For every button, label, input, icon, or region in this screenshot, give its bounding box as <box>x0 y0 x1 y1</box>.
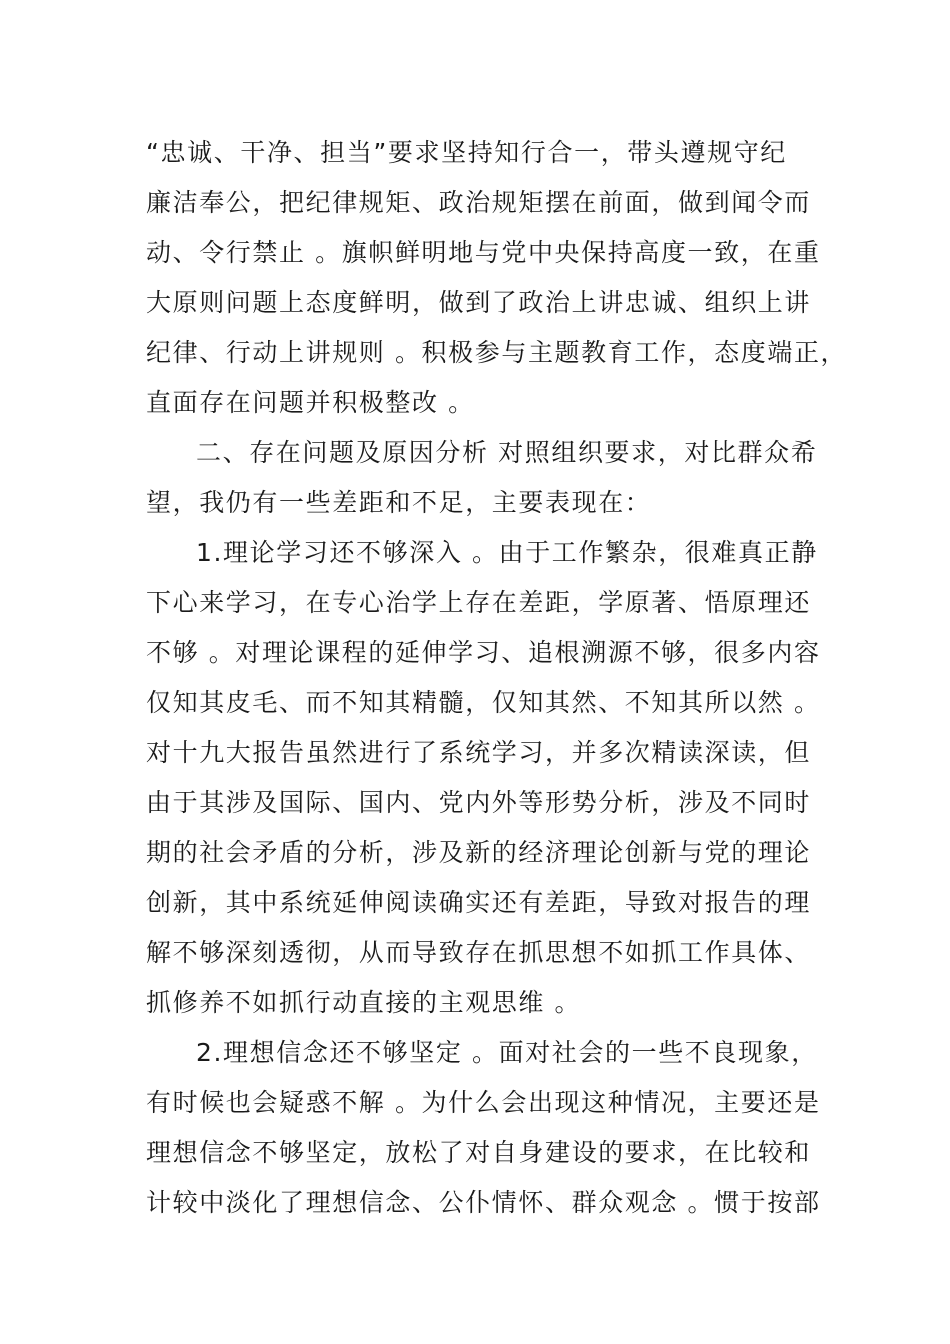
text-line: “忠诚、干净、担当”要求坚持知行合一，带头遵规守纪 <box>146 138 787 167</box>
text-line: 仅知其皮毛、而不知其精髓，仅知其然、不知其所以然 。 <box>146 688 821 717</box>
numbered-item-line: 2.理想信念还不够坚定 。面对社会的一些不良现象， <box>196 1038 818 1067</box>
numbered-item-line: 1.理论学习还不够深入 。由于工作繁杂，很难真正静 <box>196 538 818 567</box>
text-line: 直面存在问题并积极整改 。 <box>146 388 475 417</box>
text-line: 抓修养不如抓行动直接的主观思维 。 <box>146 988 582 1017</box>
text-line: 由于其涉及国际、国内、党内外等形势分析，涉及不同时 <box>146 788 812 817</box>
text-line: 计较中淡化了理想信念、公仆情怀、群众观念 。惯于按部 <box>146 1188 821 1217</box>
text-line: 廉洁奉公，把纪律规矩、政治规矩摆在前面，做到闻令而 <box>146 188 812 217</box>
text-line: 对十九大报告虽然进行了系统学习，并多次精读深读，但 <box>146 738 812 767</box>
text-line: 不够 。对理论课程的延伸学习、追根溯源不够，很多内容 <box>146 638 821 667</box>
section-heading-line: 二、存在问题及原因分析 对照组织要求，对比群众希 <box>196 438 818 467</box>
text-line: 大原则问题上态度鲜明，做到了政治上讲忠诚、组织上讲 <box>146 288 812 317</box>
text-line: 解不够深刻透彻，从而导致存在抓思想不如抓工作具体、 <box>146 938 812 967</box>
text-line: 创新，其中系统延伸阅读确实还有差距，导致对报告的理 <box>146 888 812 917</box>
text-line: 有时候也会疑惑不解 。为什么会出现这种情况，主要还是 <box>146 1088 821 1117</box>
text-line: 下心来学习，在专心治学上存在差距，学原著、悟原理还 <box>146 588 812 617</box>
document-body <box>146 128 848 1228</box>
text-line: 理想信念不够坚定，放松了对自身建设的要求，在比较和 <box>146 1138 812 1167</box>
text-line: 纪律、行动上讲规则 。积极参与主题教育工作，态度端正， <box>146 338 848 367</box>
text-line: 动、令行禁止 。旗帜鲜明地与党中央保持高度一致，在重 <box>146 238 821 267</box>
text-line: 期的社会矛盾的分析，涉及新的经济理论创新与党的理论 <box>146 838 812 867</box>
text-line: 望，我仍有一些差距和不足，主要表现在： <box>146 488 652 517</box>
